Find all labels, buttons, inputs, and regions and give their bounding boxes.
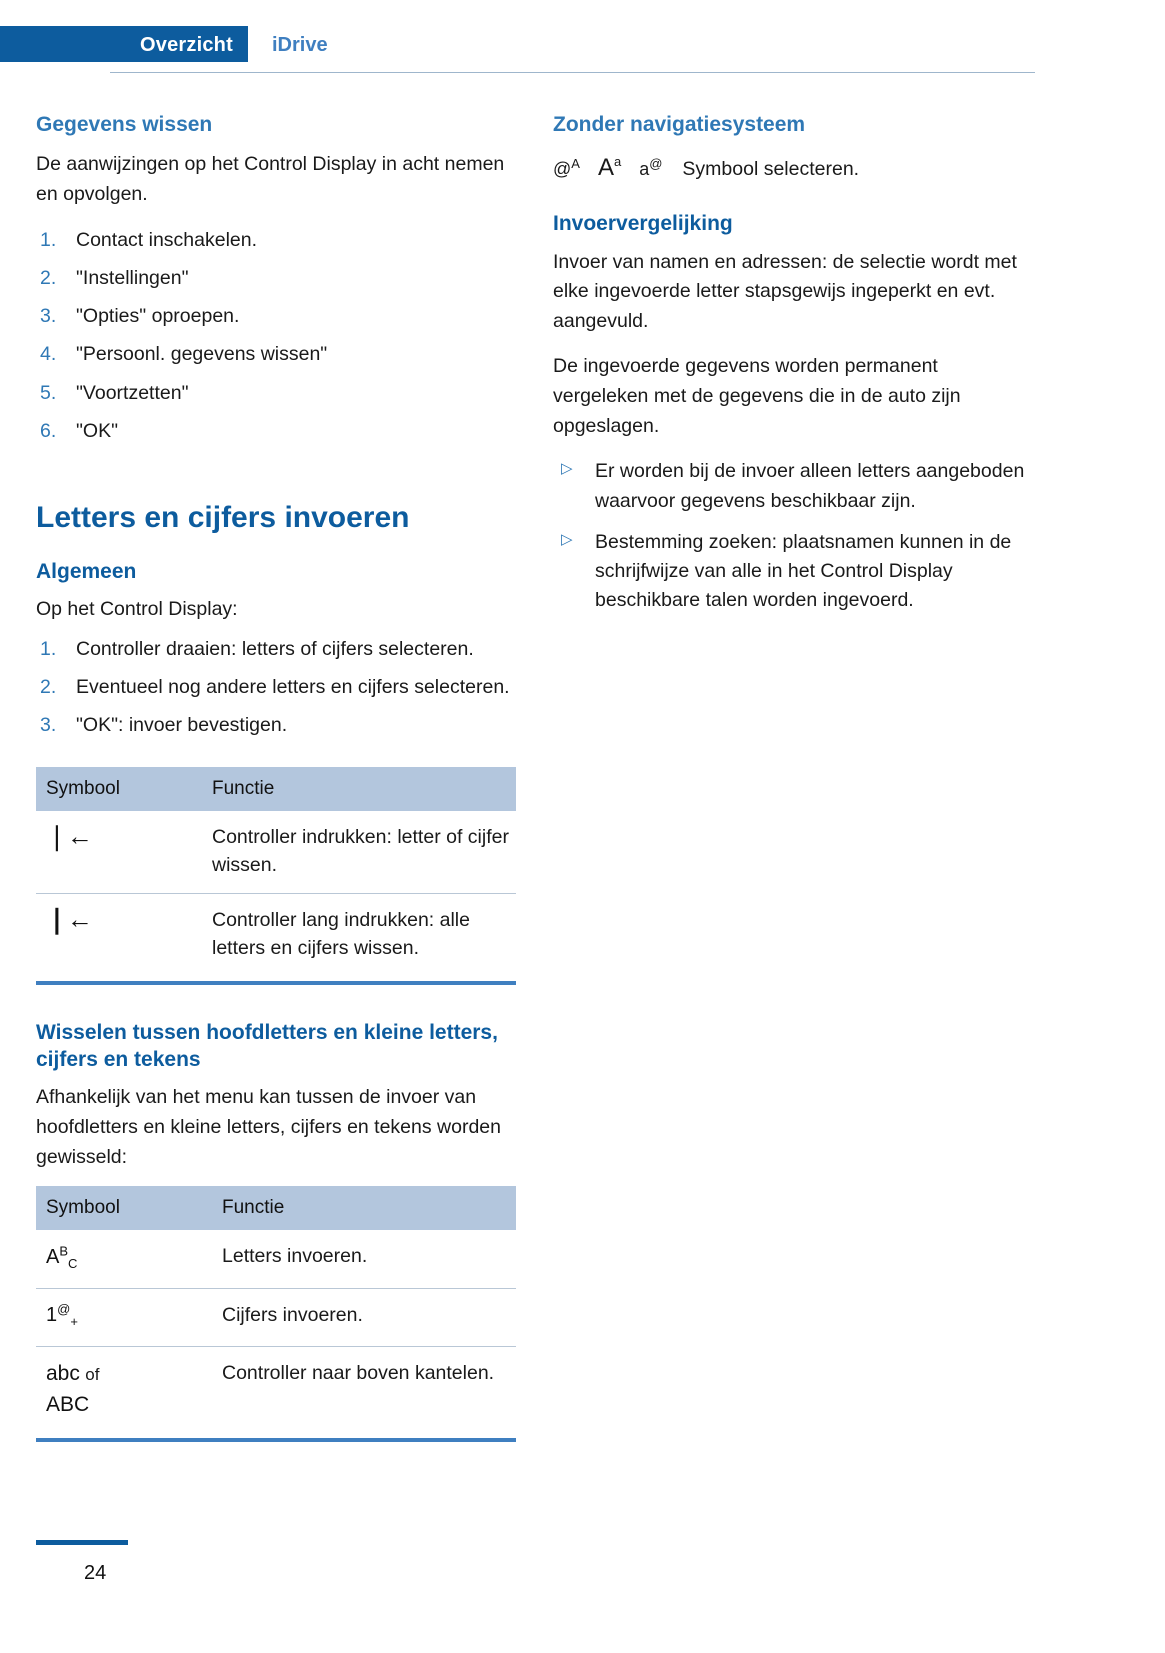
table-cell-function: Controller lang indrukken: alle letters en cijfers wissen. [212,909,470,960]
table-cell-function: Controller indrukken: letter of cijfer wissen. [202,811,516,894]
footer-rule [36,1540,128,1545]
symbol-selection-row [553,150,1035,186]
list-item-label: "Persoonl. gegevens wissen" [76,343,328,366]
table-row [36,811,516,894]
list-item-label: "Voortzetten" [76,381,189,404]
section-heading-gegevens-wissen: Gegevens wissen [36,113,213,136]
table-case-symbols [36,1186,516,1434]
table-cell-function: Letters invoeren. [212,1230,516,1288]
list-item [36,635,516,664]
list-item-label: "Instellingen" [76,266,189,289]
case-toggle-icon: abc of ABC [46,1362,100,1416]
abc-letters-icon: $A^B_C$ [36,1230,212,1288]
list-algemeen-steps [36,635,516,741]
list-item-label: "OK": invoer bevestigen. [76,714,288,737]
header-divider [110,72,1035,73]
list-number: 3. [40,714,57,737]
triangle-bullet-icon: ▷ [561,530,573,548]
numbers-icon: $1^@_+$ [36,1288,212,1347]
delete-letter-icon: ❘← [36,811,202,894]
list-number: 5. [40,381,57,404]
list-item [36,417,516,446]
list-invoervergelijking-bullets [553,457,1035,615]
list-item-label: Contact inschakelen. [76,228,258,251]
list-item [36,264,516,293]
list-number: 2. [40,266,57,289]
list-number: 1. [40,637,57,660]
paragraph-gegevens-wissen-intro: De aanwijzingen op het Control Display in acht nemen en opvolgen. [36,153,505,205]
list-item [36,673,516,702]
list-item-label: "Opties" oproepen. [76,305,240,327]
paragraph-invoervergelijking-2: De ingevoerde gegevens worden permanent vergeleken met de gegevens die in de auto zijn opgeslagen. [553,355,961,437]
list-item-label: "OK" [76,419,119,442]
list-number: 6. [40,419,57,442]
list-number: 2. [40,676,57,699]
left-column [36,112,516,1476]
list-item [36,302,516,331]
table-delete-symbols [36,767,516,977]
list-item [36,711,516,740]
list-item [36,226,516,255]
tab-overzicht[interactable]: Overzicht [140,34,233,56]
table-cell-function: Controller naar boven kantelen. [222,1362,495,1385]
table-bottom-rule [36,981,516,985]
section-heading-wisselen: Wisselen tussen hoofdletters en kleine letters, cijfers en tekens [36,1020,498,1072]
paragraph-invoervergelijking-1: Invoer van namen en adressen: de selectie wordt met elke ingevoerde letter stapsgewijs ingeperkt en evt. aangevuld. [553,250,1017,332]
lowercase-at-icon: a@ [639,156,663,180]
paragraph-algemeen-intro: Op het Control Display: [36,598,238,621]
table-row [36,1230,516,1288]
list-number: 3. [40,305,57,327]
list-item [553,457,1035,516]
table-row [36,1347,516,1434]
table-row [36,894,516,977]
table-header-functie: Functie [202,767,516,811]
table-row [36,1288,516,1347]
uppercase-lowercase-icon: $A^a$ [597,154,622,182]
delete-all-icon: ❘← [46,904,92,935]
triangle-bullet-icon: ▷ [561,460,573,478]
list-item-label: Er worden bij de invoer alleen letters aangeboden waarvoor gegevens beschikbaar zijn. [595,460,1025,512]
page-header [0,0,1165,68]
right-column [553,112,1035,630]
table-header-functie: Functie [212,1186,516,1230]
table-header-symbool: Symbool [36,1186,212,1230]
list-item [36,340,516,369]
section-heading-algemeen: Algemeen [36,560,137,583]
list-item [36,379,516,408]
at-uppercase-icon: @$^A$ [553,156,580,180]
list-number: 4. [40,343,57,366]
section-heading-zonder-navigatiesysteem: Zonder navigatiesysteem [553,113,806,136]
table-header-symbool: Symbool [36,767,202,811]
list-item [553,528,1035,616]
list-item-label: Controller draaien: letters of cijfers selecteren. [76,637,474,660]
table-header-row [36,767,516,811]
table-header-row [36,1186,516,1230]
table-cell-function: Cijfers invoeren. [212,1288,516,1347]
tab-idrive[interactable]: iDrive [272,34,328,56]
symbol-selection-label: Symbool selecteren. [682,158,860,181]
list-item-label: Bestemming zoeken: plaatsnamen kunnen in de schrijfwijze van alle in het Control Display beschikbare talen worden ingevoerd. [595,530,1012,612]
section-heading-invoervergelijking: Invoervergelijking [553,212,733,236]
page-number: 24 [84,1562,107,1584]
paragraph-wisselen-intro: Afhankelijk van het menu kan tussen de invoer van hoofdletters en kleine letters, cijfers en tekens worden gewisseld: [36,1086,502,1168]
chapter-title: Letters en cijfers invoeren [36,501,410,534]
list-gegevens-wissen-steps [36,226,516,447]
list-item-label: Eventueel nog andere letters en cijfers selecteren. [76,676,510,699]
table-bottom-rule [36,1438,516,1442]
list-number: 1. [40,228,57,251]
